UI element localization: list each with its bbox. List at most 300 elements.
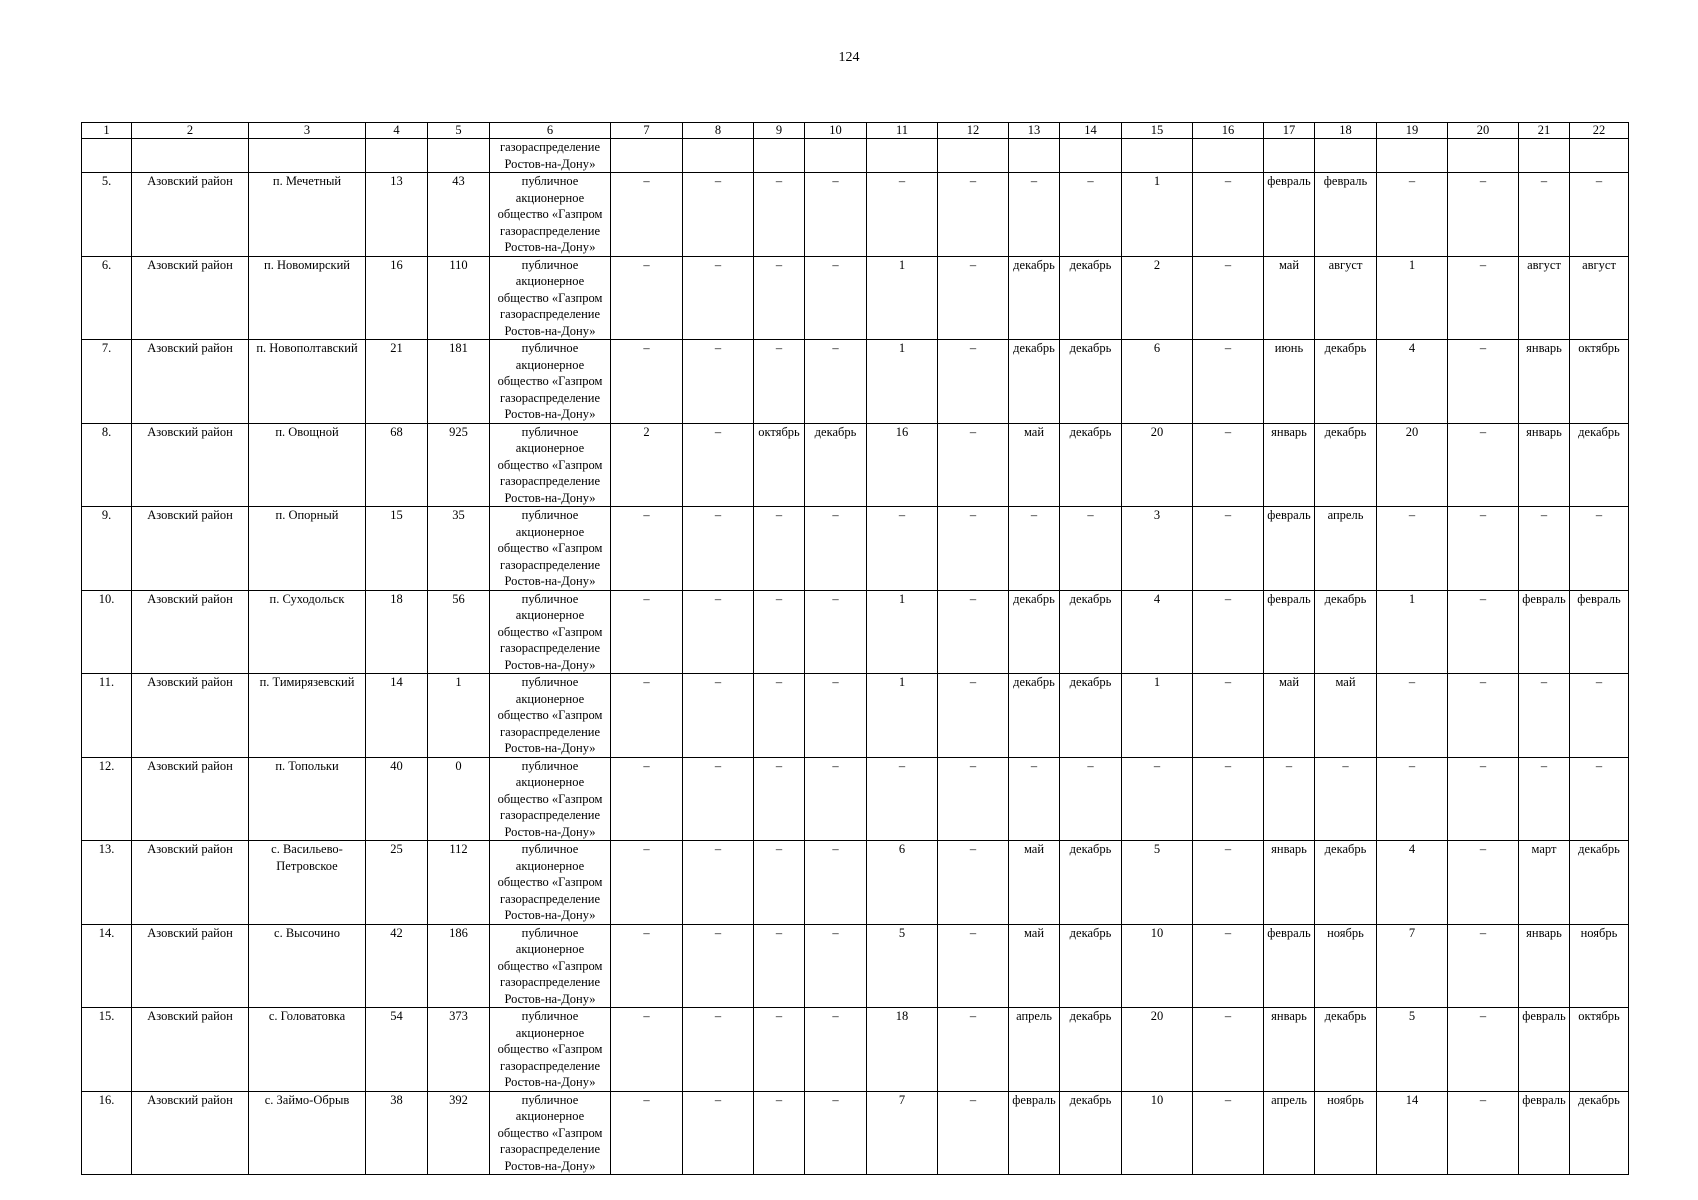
- table-cell: 1: [867, 674, 938, 758]
- table-cell: 16: [366, 256, 428, 340]
- table-cell: –: [683, 173, 754, 257]
- table-cell: декабрь: [1060, 924, 1122, 1008]
- table-cell: –: [1570, 757, 1629, 841]
- district-cell: Азовский район: [132, 674, 249, 758]
- table-cell: декабрь: [1315, 590, 1377, 674]
- table-cell: декабрь: [1060, 1091, 1122, 1175]
- table-cell: –: [1519, 507, 1570, 591]
- column-number: 4: [366, 123, 428, 139]
- table-cell: –: [1377, 507, 1448, 591]
- table-cell: 1: [1377, 590, 1448, 674]
- table-cell: декабрь: [1060, 590, 1122, 674]
- table-cell: февраль: [1315, 173, 1377, 257]
- table-cell: –: [754, 507, 805, 591]
- table-cell: 1: [1377, 256, 1448, 340]
- settlement-cell: с. Высочино: [249, 924, 366, 1008]
- table-cell: –: [1448, 423, 1519, 507]
- column-number: 19: [1377, 123, 1448, 139]
- table-cell: –: [938, 340, 1009, 424]
- table-row: [82, 674, 1629, 758]
- table-cell: –: [1570, 674, 1629, 758]
- table-cell: [249, 139, 366, 173]
- row-number: 7.: [82, 340, 132, 424]
- table-cell: –: [611, 1091, 683, 1175]
- table-cell: –: [1193, 841, 1264, 925]
- table-cell: декабрь: [1009, 590, 1060, 674]
- table-cell: –: [1193, 173, 1264, 257]
- table-row: [82, 507, 1629, 591]
- table-cell: –: [1193, 1008, 1264, 1092]
- table-row: [82, 173, 1629, 257]
- district-cell: Азовский район: [132, 590, 249, 674]
- table-cell: 18: [867, 1008, 938, 1092]
- table-cell: –: [1448, 1008, 1519, 1092]
- table-row: [82, 139, 1629, 173]
- column-number: 15: [1122, 123, 1193, 139]
- operator-cell: публичное акционерное общество «Газпром газораспределение Ростов-на-Дону»: [490, 423, 611, 507]
- table-cell: май: [1264, 674, 1315, 758]
- settlement-cell: п. Топольки: [249, 757, 366, 841]
- district-cell: Азовский район: [132, 1008, 249, 1092]
- column-number: 2: [132, 123, 249, 139]
- operator-cell: публичное акционерное общество «Газпром газораспределение Ростов-на-Дону»: [490, 841, 611, 925]
- table-cell: 10: [1122, 924, 1193, 1008]
- table-cell: 3: [1122, 507, 1193, 591]
- table-cell: 5: [867, 924, 938, 1008]
- table-cell: –: [805, 1008, 867, 1092]
- table-cell: декабрь: [1060, 1008, 1122, 1092]
- row-number: 6.: [82, 256, 132, 340]
- table-cell: октябрь: [1570, 1008, 1629, 1092]
- table-cell: [1377, 139, 1448, 173]
- table-cell: –: [1009, 507, 1060, 591]
- table-cell: декабрь: [1315, 1008, 1377, 1092]
- table-cell: [938, 139, 1009, 173]
- table-cell: февраль: [1009, 1091, 1060, 1175]
- row-number: 9.: [82, 507, 132, 591]
- settlement-cell: с. Займо-Обрыв: [249, 1091, 366, 1175]
- table-cell: –: [1448, 1091, 1519, 1175]
- table-cell: –: [805, 507, 867, 591]
- settlement-cell: с. Васильево-Петровское: [249, 841, 366, 925]
- table-cell: декабрь: [1060, 841, 1122, 925]
- settlement-cell: п. Мечетный: [249, 173, 366, 257]
- column-number: 13: [1009, 123, 1060, 139]
- table-cell: –: [611, 590, 683, 674]
- table-cell: [1570, 139, 1629, 173]
- table-cell: –: [683, 924, 754, 1008]
- table-cell: –: [611, 757, 683, 841]
- table-cell: 1: [867, 590, 938, 674]
- table-cell: 7: [1377, 924, 1448, 1008]
- table-cell: 20: [1377, 423, 1448, 507]
- column-number: 6: [490, 123, 611, 139]
- table-cell: [1264, 139, 1315, 173]
- table-row: [82, 590, 1629, 674]
- table-cell: декабрь: [1060, 674, 1122, 758]
- table-cell: 14: [1377, 1091, 1448, 1175]
- column-number: 16: [1193, 123, 1264, 139]
- table-cell: 10: [1122, 1091, 1193, 1175]
- table-cell: 16: [867, 423, 938, 507]
- table-cell: –: [1448, 674, 1519, 758]
- table-cell: –: [611, 507, 683, 591]
- table-cell: январь: [1519, 423, 1570, 507]
- table-row: [82, 1008, 1629, 1092]
- row-number: 12.: [82, 757, 132, 841]
- settlement-cell: п. Новомирский: [249, 256, 366, 340]
- table-cell: 35: [428, 507, 490, 591]
- column-number: 3: [249, 123, 366, 139]
- column-number: 5: [428, 123, 490, 139]
- table-cell: –: [1193, 507, 1264, 591]
- table-cell: –: [805, 256, 867, 340]
- table-cell: март: [1519, 841, 1570, 925]
- table-cell: –: [938, 507, 1009, 591]
- table-cell: –: [1570, 173, 1629, 257]
- row-number: 15.: [82, 1008, 132, 1092]
- table-cell: ноябрь: [1570, 924, 1629, 1008]
- table-cell: 0: [428, 757, 490, 841]
- table-cell: –: [611, 841, 683, 925]
- column-header: [82, 123, 1629, 139]
- table-cell: 2: [1122, 256, 1193, 340]
- table-row: [82, 340, 1629, 424]
- table-body: [82, 139, 1629, 1175]
- table-cell: –: [1377, 173, 1448, 257]
- table-cell: –: [683, 1008, 754, 1092]
- district-cell: Азовский район: [132, 173, 249, 257]
- table-cell: –: [754, 256, 805, 340]
- table-cell: –: [805, 340, 867, 424]
- table-cell: –: [754, 1008, 805, 1092]
- table-cell: декабрь: [1570, 1091, 1629, 1175]
- district-cell: Азовский район: [132, 256, 249, 340]
- table-cell: –: [938, 1091, 1009, 1175]
- table-cell: –: [683, 423, 754, 507]
- table-cell: апрель: [1009, 1008, 1060, 1092]
- column-number: 11: [867, 123, 938, 139]
- table-cell: 18: [366, 590, 428, 674]
- table-cell: август: [1570, 256, 1629, 340]
- district-cell: Азовский район: [132, 757, 249, 841]
- table-cell: –: [1377, 757, 1448, 841]
- table-cell: 7: [867, 1091, 938, 1175]
- table-cell: –: [683, 590, 754, 674]
- table-cell: –: [754, 340, 805, 424]
- table-cell: –: [754, 173, 805, 257]
- district-cell: Азовский район: [132, 1091, 249, 1175]
- table-cell: –: [1570, 507, 1629, 591]
- table-cell: –: [683, 841, 754, 925]
- operator-cell: публичное акционерное общество «Газпром газораспределение Ростов-на-Дону»: [490, 924, 611, 1008]
- table-row: [82, 841, 1629, 925]
- table-cell: –: [938, 590, 1009, 674]
- table-cell: –: [1009, 173, 1060, 257]
- table-cell: –: [938, 924, 1009, 1008]
- column-number: 10: [805, 123, 867, 139]
- table-cell: 373: [428, 1008, 490, 1092]
- table-cell: ноябрь: [1315, 1091, 1377, 1175]
- table-row: [82, 757, 1629, 841]
- table-cell: январь: [1264, 423, 1315, 507]
- table-cell: [867, 139, 938, 173]
- operator-cell: газораспределение Ростов-на-Дону»: [490, 139, 611, 173]
- table-cell: декабрь: [1009, 256, 1060, 340]
- column-number: 18: [1315, 123, 1377, 139]
- table-cell: февраль: [1264, 507, 1315, 591]
- row-number: 10.: [82, 590, 132, 674]
- table-cell: июнь: [1264, 340, 1315, 424]
- table-cell: 186: [428, 924, 490, 1008]
- page-number: 124: [838, 50, 860, 65]
- table-cell: 112: [428, 841, 490, 925]
- table-cell: 925: [428, 423, 490, 507]
- table-cell: –: [611, 924, 683, 1008]
- table-cell: [611, 139, 683, 173]
- table-cell: январь: [1519, 340, 1570, 424]
- table-cell: февраль: [1519, 590, 1570, 674]
- column-number: 8: [683, 123, 754, 139]
- table-cell: 43: [428, 173, 490, 257]
- table-cell: 181: [428, 340, 490, 424]
- table-cell: –: [1448, 173, 1519, 257]
- column-number: 1: [82, 123, 132, 139]
- table-cell: –: [683, 340, 754, 424]
- table-cell: 5: [1377, 1008, 1448, 1092]
- table-cell: 54: [366, 1008, 428, 1092]
- table-cell: май: [1009, 423, 1060, 507]
- table-cell: 1: [428, 674, 490, 758]
- row-number: 8.: [82, 423, 132, 507]
- table-cell: –: [754, 924, 805, 1008]
- district-cell: Азовский район: [132, 340, 249, 424]
- settlement-cell: п. Опорный: [249, 507, 366, 591]
- schedule-table: [81, 122, 1629, 1175]
- table-cell: декабрь: [805, 423, 867, 507]
- table-cell: –: [1519, 173, 1570, 257]
- table-cell: –: [1060, 173, 1122, 257]
- table-cell: –: [867, 173, 938, 257]
- table-cell: –: [1193, 924, 1264, 1008]
- column-number: 7: [611, 123, 683, 139]
- table-cell: –: [1377, 674, 1448, 758]
- table-cell: ноябрь: [1315, 924, 1377, 1008]
- table-cell: –: [683, 507, 754, 591]
- table-cell: –: [1264, 757, 1315, 841]
- table-cell: декабрь: [1315, 423, 1377, 507]
- table-cell: –: [1448, 590, 1519, 674]
- table-row: [82, 1091, 1629, 1175]
- table-cell: 20: [1122, 423, 1193, 507]
- table-cell: апрель: [1264, 1091, 1315, 1175]
- district-cell: Азовский район: [132, 423, 249, 507]
- table-cell: –: [805, 173, 867, 257]
- table-cell: [366, 139, 428, 173]
- table-cell: 25: [366, 841, 428, 925]
- operator-cell: публичное акционерное общество «Газпром газораспределение Ростов-на-Дону»: [490, 674, 611, 758]
- table-cell: –: [1060, 757, 1122, 841]
- table-cell: –: [867, 757, 938, 841]
- table-cell: –: [1448, 841, 1519, 925]
- table-cell: –: [805, 924, 867, 1008]
- table-cell: 392: [428, 1091, 490, 1175]
- table-cell: январь: [1519, 924, 1570, 1008]
- table-cell: май: [1009, 841, 1060, 925]
- table-cell: –: [1315, 757, 1377, 841]
- table-cell: –: [1009, 757, 1060, 841]
- table-cell: 4: [1377, 340, 1448, 424]
- table-cell: 1: [1122, 674, 1193, 758]
- table-cell: –: [611, 674, 683, 758]
- table-cell: –: [938, 841, 1009, 925]
- table-cell: [683, 139, 754, 173]
- table-cell: декабрь: [1570, 423, 1629, 507]
- table-cell: 56: [428, 590, 490, 674]
- operator-cell: публичное акционерное общество «Газпром газораспределение Ростов-на-Дону»: [490, 507, 611, 591]
- table-cell: –: [805, 1091, 867, 1175]
- table-cell: 5: [1122, 841, 1193, 925]
- operator-cell: публичное акционерное общество «Газпром газораспределение Ростов-на-Дону»: [490, 173, 611, 257]
- table-cell: [1448, 139, 1519, 173]
- settlement-cell: п. Тимирязевский: [249, 674, 366, 758]
- table-cell: –: [938, 173, 1009, 257]
- table-cell: 20: [1122, 1008, 1193, 1092]
- table-cell: –: [1519, 674, 1570, 758]
- table-cell: февраль: [1519, 1091, 1570, 1175]
- row-number: 13.: [82, 841, 132, 925]
- table-cell: –: [683, 256, 754, 340]
- district-cell: Азовский район: [132, 924, 249, 1008]
- table-cell: [1519, 139, 1570, 173]
- table-cell: –: [1193, 423, 1264, 507]
- table-cell: –: [938, 1008, 1009, 1092]
- district-cell: Азовский район: [132, 841, 249, 925]
- table-cell: –: [938, 674, 1009, 758]
- settlement-cell: п. Суходольск: [249, 590, 366, 674]
- table-cell: [805, 139, 867, 173]
- table-cell: –: [1193, 256, 1264, 340]
- district-cell: Азовский район: [132, 507, 249, 591]
- table-cell: –: [1448, 507, 1519, 591]
- settlement-cell: п. Овощной: [249, 423, 366, 507]
- table-cell: –: [754, 757, 805, 841]
- table-cell: –: [938, 423, 1009, 507]
- operator-cell: публичное акционерное общество «Газпром газораспределение Ростов-на-Дону»: [490, 590, 611, 674]
- table-cell: декабрь: [1315, 340, 1377, 424]
- table-cell: октябрь: [1570, 340, 1629, 424]
- table-cell: 40: [366, 757, 428, 841]
- column-number: 12: [938, 123, 1009, 139]
- table-cell: декабрь: [1060, 340, 1122, 424]
- table-cell: [132, 139, 249, 173]
- table-cell: –: [1193, 340, 1264, 424]
- table-cell: [82, 139, 132, 173]
- table-cell: [1193, 139, 1264, 173]
- table-cell: февраль: [1570, 590, 1629, 674]
- table-cell: –: [611, 256, 683, 340]
- table-cell: август: [1519, 256, 1570, 340]
- table-cell: [1122, 139, 1193, 173]
- table-cell: декабрь: [1009, 340, 1060, 424]
- table-cell: 1: [1122, 173, 1193, 257]
- table-cell: 1: [867, 256, 938, 340]
- table-cell: –: [611, 173, 683, 257]
- table-cell: –: [611, 340, 683, 424]
- table-cell: –: [754, 674, 805, 758]
- table-cell: –: [1122, 757, 1193, 841]
- table-cell: –: [1193, 757, 1264, 841]
- table-cell: [1060, 139, 1122, 173]
- table-cell: [428, 139, 490, 173]
- table-cell: май: [1264, 256, 1315, 340]
- table-cell: –: [805, 674, 867, 758]
- table-cell: [1009, 139, 1060, 173]
- row-number: 11.: [82, 674, 132, 758]
- table-cell: –: [683, 674, 754, 758]
- operator-cell: публичное акционерное общество «Газпром газораспределение Ростов-на-Дону»: [490, 256, 611, 340]
- settlement-cell: п. Новополтавский: [249, 340, 366, 424]
- table-cell: январь: [1264, 841, 1315, 925]
- table-cell: –: [1193, 590, 1264, 674]
- table-cell: август: [1315, 256, 1377, 340]
- table-cell: 6: [1122, 340, 1193, 424]
- table-cell: –: [754, 1091, 805, 1175]
- operator-cell: публичное акционерное общество «Газпром газораспределение Ростов-на-Дону»: [490, 340, 611, 424]
- table-row: [82, 924, 1629, 1008]
- table-cell: февраль: [1264, 173, 1315, 257]
- table-cell: 42: [366, 924, 428, 1008]
- table-cell: –: [611, 1008, 683, 1092]
- column-number: 20: [1448, 123, 1519, 139]
- row-number: 16.: [82, 1091, 132, 1175]
- table-cell: апрель: [1315, 507, 1377, 591]
- settlement-cell: с. Головатовка: [249, 1008, 366, 1092]
- table-cell: –: [867, 507, 938, 591]
- table-cell: 14: [366, 674, 428, 758]
- column-number: 22: [1570, 123, 1629, 139]
- column-number: 21: [1519, 123, 1570, 139]
- table-cell: –: [1060, 507, 1122, 591]
- table-cell: январь: [1264, 1008, 1315, 1092]
- table-row: [82, 256, 1629, 340]
- table-cell: –: [683, 1091, 754, 1175]
- operator-cell: публичное акционерное общество «Газпром газораспределение Ростов-на-Дону»: [490, 1008, 611, 1092]
- table-cell: 6: [867, 841, 938, 925]
- table-cell: декабрь: [1009, 674, 1060, 758]
- table-cell: 68: [366, 423, 428, 507]
- column-number: 17: [1264, 123, 1315, 139]
- table-cell: 4: [1122, 590, 1193, 674]
- column-number: 14: [1060, 123, 1122, 139]
- table-cell: февраль: [1264, 590, 1315, 674]
- table-cell: май: [1009, 924, 1060, 1008]
- table-cell: февраль: [1519, 1008, 1570, 1092]
- row-number: 14.: [82, 924, 132, 1008]
- table-cell: 13: [366, 173, 428, 257]
- table-row: [82, 423, 1629, 507]
- table-cell: –: [1193, 1091, 1264, 1175]
- table-cell: –: [938, 256, 1009, 340]
- table-cell: –: [1519, 757, 1570, 841]
- table-cell: май: [1315, 674, 1377, 758]
- table-cell: –: [754, 590, 805, 674]
- table-cell: 4: [1377, 841, 1448, 925]
- table-cell: –: [1448, 924, 1519, 1008]
- table-cell: февраль: [1264, 924, 1315, 1008]
- table-cell: –: [805, 757, 867, 841]
- table-cell: 2: [611, 423, 683, 507]
